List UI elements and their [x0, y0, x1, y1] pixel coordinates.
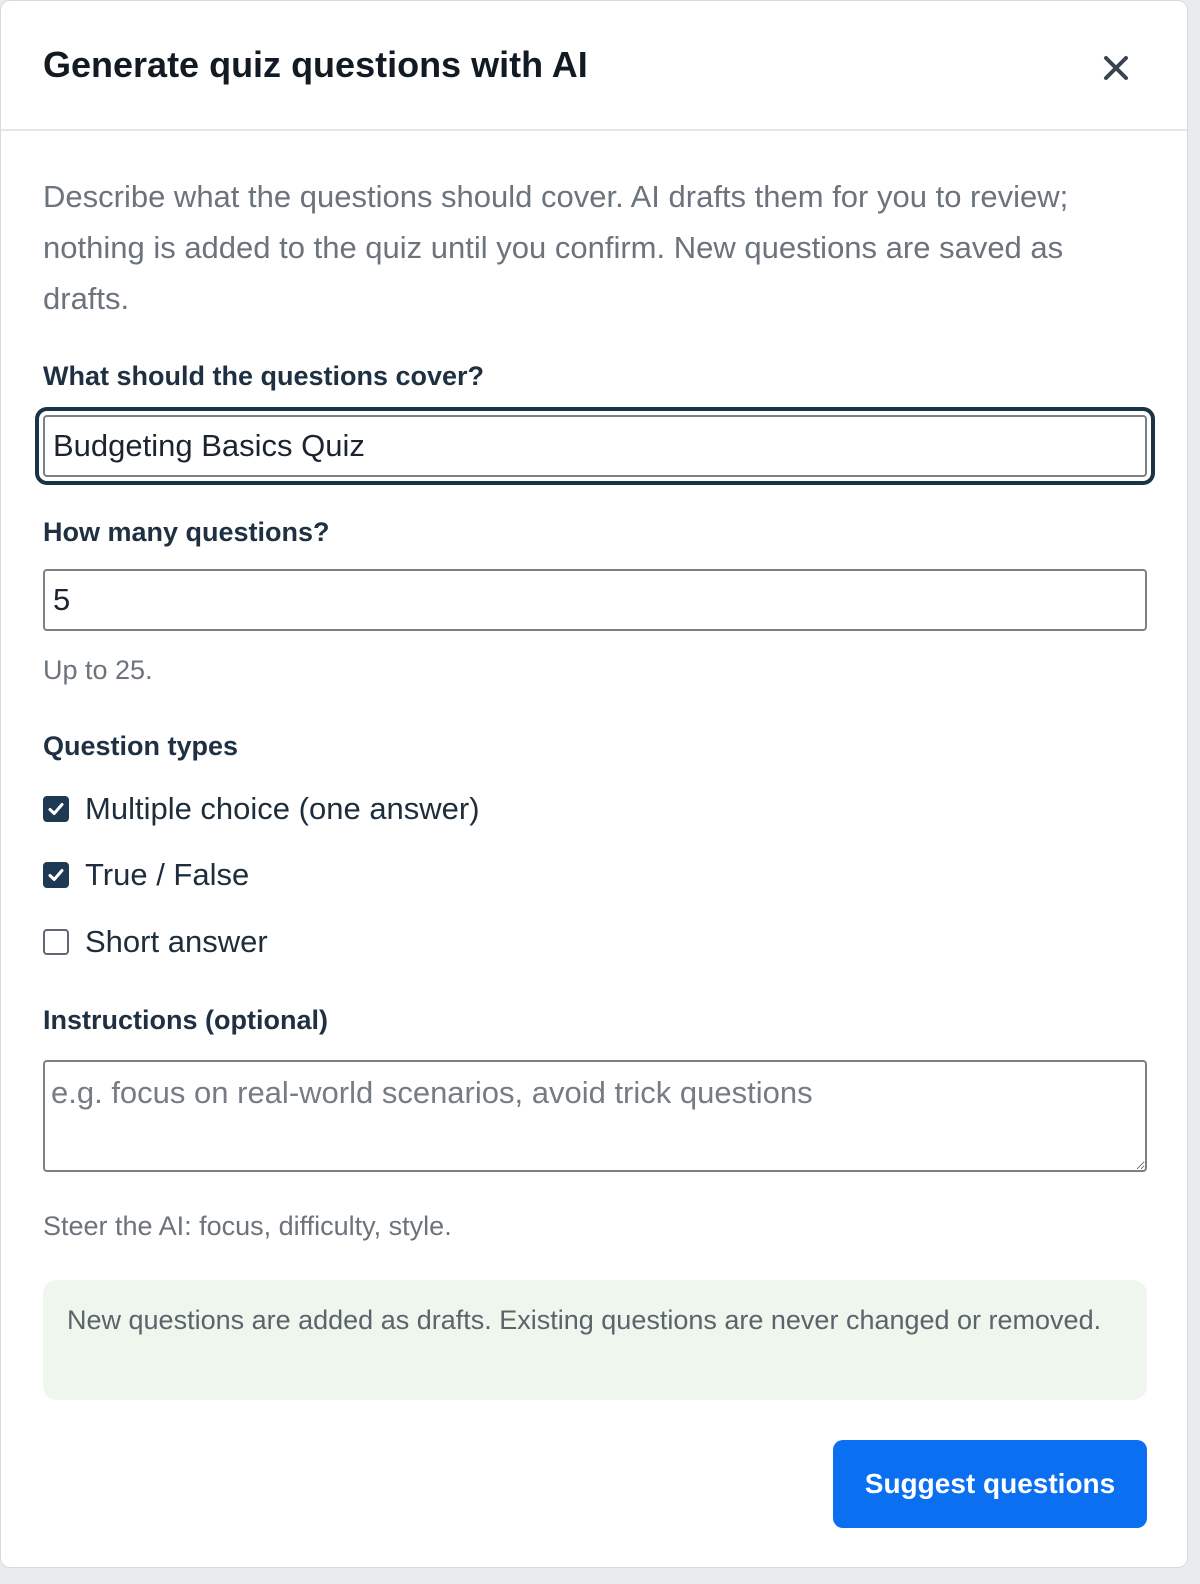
question-count-input[interactable]	[43, 569, 1147, 631]
dialog-header	[1, 1, 1187, 131]
question-types-label: Question types	[43, 731, 239, 761]
true-false-label: True / False	[85, 857, 250, 892]
instructions-help-text: Steer the AI: focus, difficulty, style.	[43, 1211, 452, 1241]
checkmark-icon	[47, 866, 65, 884]
instructions-label: Instructions (optional)	[43, 1005, 328, 1035]
close-icon	[1103, 55, 1129, 81]
multiple-choice-label: Multiple choice (one answer)	[85, 791, 480, 826]
type-option-short-answer[interactable]	[43, 922, 268, 962]
drafts-notice: New questions are added as drafts. Existing questions are never changed or removed.	[43, 1280, 1147, 1400]
dialog-title: Generate quiz questions with AI	[43, 44, 588, 85]
intro-text: Describe what the questions should cover. AI drafts them for you to review; nothing is added to the quiz until you confirm. New questions are saved as drafts.	[43, 179, 1069, 316]
type-option-true-false[interactable]	[43, 855, 249, 895]
topic-label: What should the questions cover?	[43, 361, 485, 391]
suggest-questions-button[interactable]: Suggest questions	[833, 1440, 1147, 1528]
short-answer-checkbox[interactable]	[43, 929, 69, 955]
checkmark-icon	[47, 800, 65, 818]
topic-input[interactable]	[43, 415, 1147, 477]
multiple-choice-checkbox[interactable]	[43, 796, 69, 822]
count-label: How many questions?	[43, 517, 330, 547]
count-help-text: Up to 25.	[43, 655, 153, 685]
close-button[interactable]	[1097, 49, 1135, 87]
type-option-multiple-choice[interactable]	[43, 789, 480, 829]
true-false-checkbox[interactable]	[43, 862, 69, 888]
instructions-textarea[interactable]	[43, 1060, 1147, 1172]
short-answer-label: Short answer	[85, 924, 268, 959]
